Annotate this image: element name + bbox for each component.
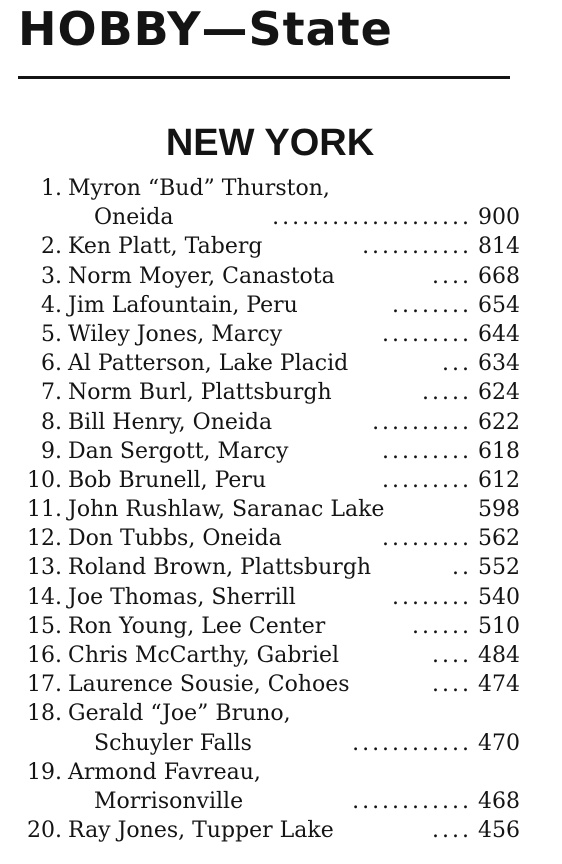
- rank-number: 16.: [27, 643, 62, 668]
- section-heading: NEW YORK: [165, 122, 375, 164]
- list-item-continuation: [0, 203, 562, 232]
- rank-number: 9.: [41, 438, 62, 464]
- points-value: 474: [478, 672, 520, 698]
- points-value: 900: [478, 205, 520, 231]
- rank-number: 18.: [27, 701, 62, 727]
- dot-leader: ............: [352, 730, 472, 756]
- list-item: [0, 466, 562, 495]
- dot-leader: ............: [352, 788, 472, 814]
- list-item: [0, 583, 562, 612]
- driver-name: Armond Favreau,: [68, 759, 261, 785]
- points-value: 470: [478, 730, 520, 756]
- points-value: 552: [478, 555, 520, 581]
- list-item: [0, 495, 562, 524]
- points-value: 634: [478, 351, 520, 377]
- rank-number: 11.: [27, 497, 62, 523]
- rank-number: 8.: [41, 409, 62, 435]
- list-item: [0, 437, 562, 466]
- rank-number: 12.: [27, 526, 62, 552]
- rank-number: 14.: [27, 584, 62, 610]
- list-item: [0, 408, 562, 437]
- points-value: 618: [478, 438, 520, 464]
- driver-name: Bill Henry, Oneida: [68, 409, 273, 435]
- dot-leader: .........: [382, 526, 472, 552]
- dot-leader: ........: [392, 292, 472, 318]
- driver-name: Joe Thomas, Sherrill: [68, 584, 296, 610]
- points-value: 814: [478, 234, 520, 260]
- driver-hometown: Oneida: [94, 205, 174, 231]
- rank-number: 17.: [27, 672, 62, 698]
- driver-name: Dan Sergott, Marcy: [68, 438, 289, 464]
- dot-leader: ...........: [362, 234, 472, 260]
- dot-leader: ....: [432, 643, 472, 668]
- list-item: [0, 291, 562, 320]
- dot-leader: ..: [452, 555, 472, 581]
- rank-number: 1.: [41, 176, 62, 201]
- driver-hometown: Schuyler Falls: [94, 730, 252, 756]
- driver-name: John Rushlaw, Saranac Lake: [68, 497, 385, 523]
- points-value: 644: [478, 321, 520, 347]
- driver-name: Ray Jones, Tupper Lake: [68, 818, 334, 844]
- list-item-continuation: [0, 787, 562, 816]
- dot-leader: ..........: [372, 409, 472, 435]
- points-value: 540: [478, 584, 520, 610]
- driver-name: Gerald “Joe” Bruno,: [68, 701, 291, 727]
- rank-number: 5.: [41, 321, 62, 347]
- driver-name: Jim Lafountain, Peru: [68, 292, 298, 318]
- page-title: HOBBY—State: [18, 2, 393, 56]
- rank-number: 3.: [41, 263, 62, 289]
- rank-number: 2.: [41, 234, 62, 260]
- rank-number: 13.: [27, 555, 62, 581]
- dot-leader: ....: [432, 672, 472, 698]
- driver-hometown: Morrisonville: [94, 788, 244, 814]
- list-item: [0, 378, 562, 407]
- list-item: [0, 553, 562, 582]
- driver-name: Norm Burl, Plattsburgh: [68, 380, 332, 406]
- rank-number: 7.: [41, 380, 62, 406]
- points-value: 622: [478, 409, 520, 435]
- list-item: [0, 758, 562, 787]
- driver-name: Ken Platt, Taberg: [68, 234, 263, 260]
- rank-number: 19.: [27, 759, 62, 785]
- points-value: 624: [478, 380, 520, 406]
- points-value: 484: [478, 643, 520, 668]
- dot-leader: ....................: [272, 205, 472, 231]
- rank-number: 20.: [27, 818, 62, 844]
- list-item: [0, 670, 562, 699]
- dot-leader: .........: [382, 321, 472, 347]
- rank-number: 10.: [27, 467, 62, 493]
- list-item: [0, 349, 562, 378]
- title-divider: [18, 76, 510, 79]
- list-item: [0, 232, 562, 261]
- points-value: 456: [478, 818, 520, 844]
- list-item: [0, 699, 562, 728]
- standings-list: [0, 174, 562, 845]
- dot-leader: ......: [412, 613, 472, 639]
- points-value: 510: [478, 613, 520, 639]
- points-value: 598: [478, 497, 520, 523]
- dot-leader: ........: [392, 584, 472, 610]
- points-value: 654: [478, 292, 520, 318]
- dot-leader: .........: [382, 467, 472, 493]
- driver-name: Laurence Sousie, Cohoes: [68, 672, 350, 698]
- list-item: [0, 174, 562, 203]
- list-item: [0, 524, 562, 553]
- points-value: 668: [478, 263, 520, 289]
- points-value: 468: [478, 788, 520, 814]
- list-item: [0, 816, 562, 845]
- rank-number: 6.: [41, 351, 62, 377]
- dot-leader: .........: [382, 438, 472, 464]
- dot-leader: .....: [422, 380, 472, 406]
- driver-name: Don Tubbs, Oneida: [68, 526, 282, 552]
- driver-name: Bob Brunell, Peru: [68, 467, 267, 493]
- dot-leader: ....: [432, 263, 472, 289]
- rank-number: 4.: [41, 292, 62, 318]
- rank-number: 15.: [27, 613, 62, 639]
- list-item-continuation: [0, 729, 562, 758]
- dot-leader: ....: [432, 818, 472, 844]
- driver-name: Al Patterson, Lake Placid: [68, 351, 349, 377]
- list-item: [0, 262, 562, 291]
- driver-name: Ron Young, Lee Center: [68, 613, 326, 639]
- driver-name: Wiley Jones, Marcy: [68, 321, 283, 347]
- driver-name: Chris McCarthy, Gabriel: [68, 643, 340, 668]
- driver-name: Roland Brown, Plattsburgh: [68, 555, 372, 581]
- points-value: 612: [478, 467, 520, 493]
- list-item: [0, 320, 562, 349]
- dot-leader: ...: [442, 351, 472, 377]
- driver-name: Myron “Bud” Thurston,: [68, 176, 330, 201]
- list-item: [0, 612, 562, 641]
- list-item: [0, 641, 562, 670]
- points-value: 562: [478, 526, 520, 552]
- driver-name: Norm Moyer, Canastota: [68, 263, 335, 289]
